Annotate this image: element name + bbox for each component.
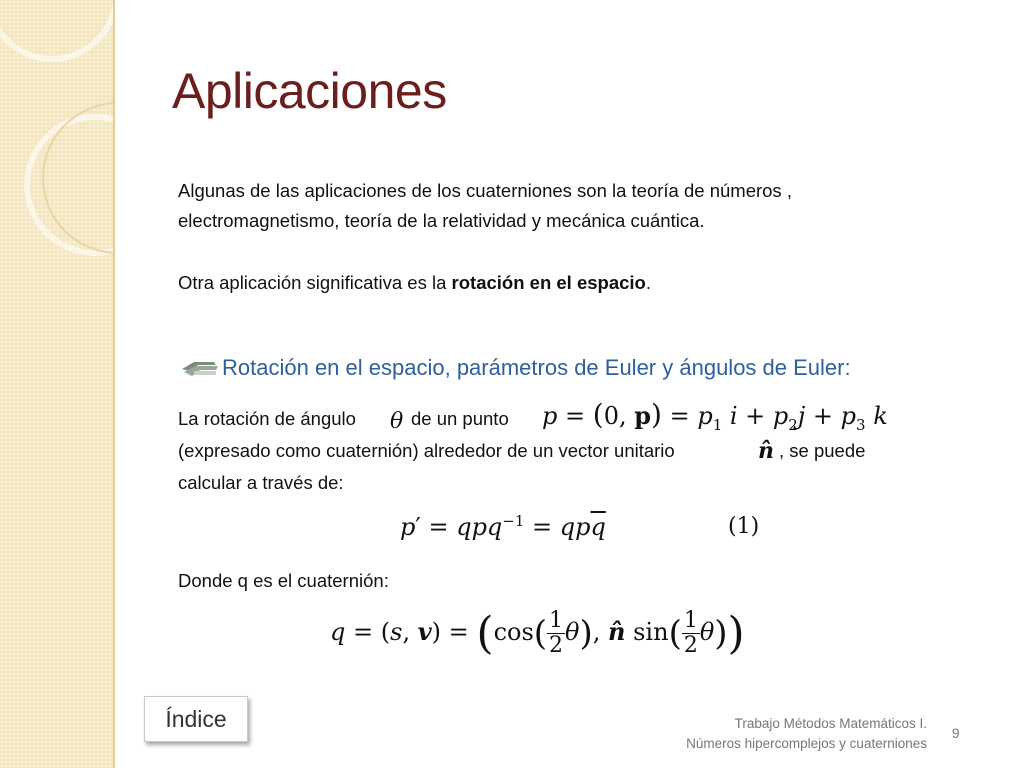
rotation-line-1 [178, 408, 356, 430]
rotation-line-1a: La rotación de ángulo [178, 408, 356, 429]
footer-line-1: Trabajo Métodos Matemáticos I. [734, 716, 927, 731]
page-number: 9 [952, 726, 960, 741]
subheading [180, 352, 851, 384]
rotation-formula: $p' = qpq^{-1} = qp\overline{q}$ [400, 512, 606, 541]
rotation-line-2b: , se puede [779, 440, 866, 461]
rotation-line-1b: de un punto [411, 408, 509, 429]
decorative-circles [0, 0, 113, 768]
quaternion-formula: q = (s, v) = (cos( $\frac{1}{2}$ θ), n̂ sin( $\frac{1}{2}$ θ)) [330, 608, 745, 659]
other-suffix: . [645, 272, 651, 293]
subheading-text: Rotación en el espacio, parámetros de Euler y ángulos de Euler: [222, 355, 851, 380]
footer-line-2: Números hipercomplejos y cuaterniones [686, 736, 927, 751]
footer-text [686, 714, 927, 754]
other-application-paragraph [178, 268, 651, 298]
unit-vector-n: n̂ [758, 438, 774, 464]
rotation-line-3: calcular a través de: [178, 472, 344, 493]
theta-symbol: θ [390, 409, 404, 434]
equation-number: (1) [728, 514, 760, 539]
index-button[interactable]: Índice [144, 696, 248, 742]
donde-text: Donde q es el cuaternión: [178, 570, 389, 591]
point-quaternion-formula: p = (0, $p) = p_1$ $i + p_2j + p_3$ k [542, 398, 888, 434]
decorative-sidebar [0, 0, 115, 768]
intro-paragraph: Algunas de las aplicaciones de los cuaterniones son la teoría de números , electromagnetismo, teoría de la relatividad y mecánica cuántica. [178, 180, 792, 231]
page-title: Aplicaciones [172, 63, 447, 119]
other-bold: rotación en el espacio [451, 272, 646, 293]
rotation-line-2: (expresado como cuaternión) alrededor de un vector unitario [178, 440, 675, 461]
other-prefix: Otra aplicación significativa es la [178, 272, 452, 293]
arrow-bullet-icon [180, 357, 220, 379]
